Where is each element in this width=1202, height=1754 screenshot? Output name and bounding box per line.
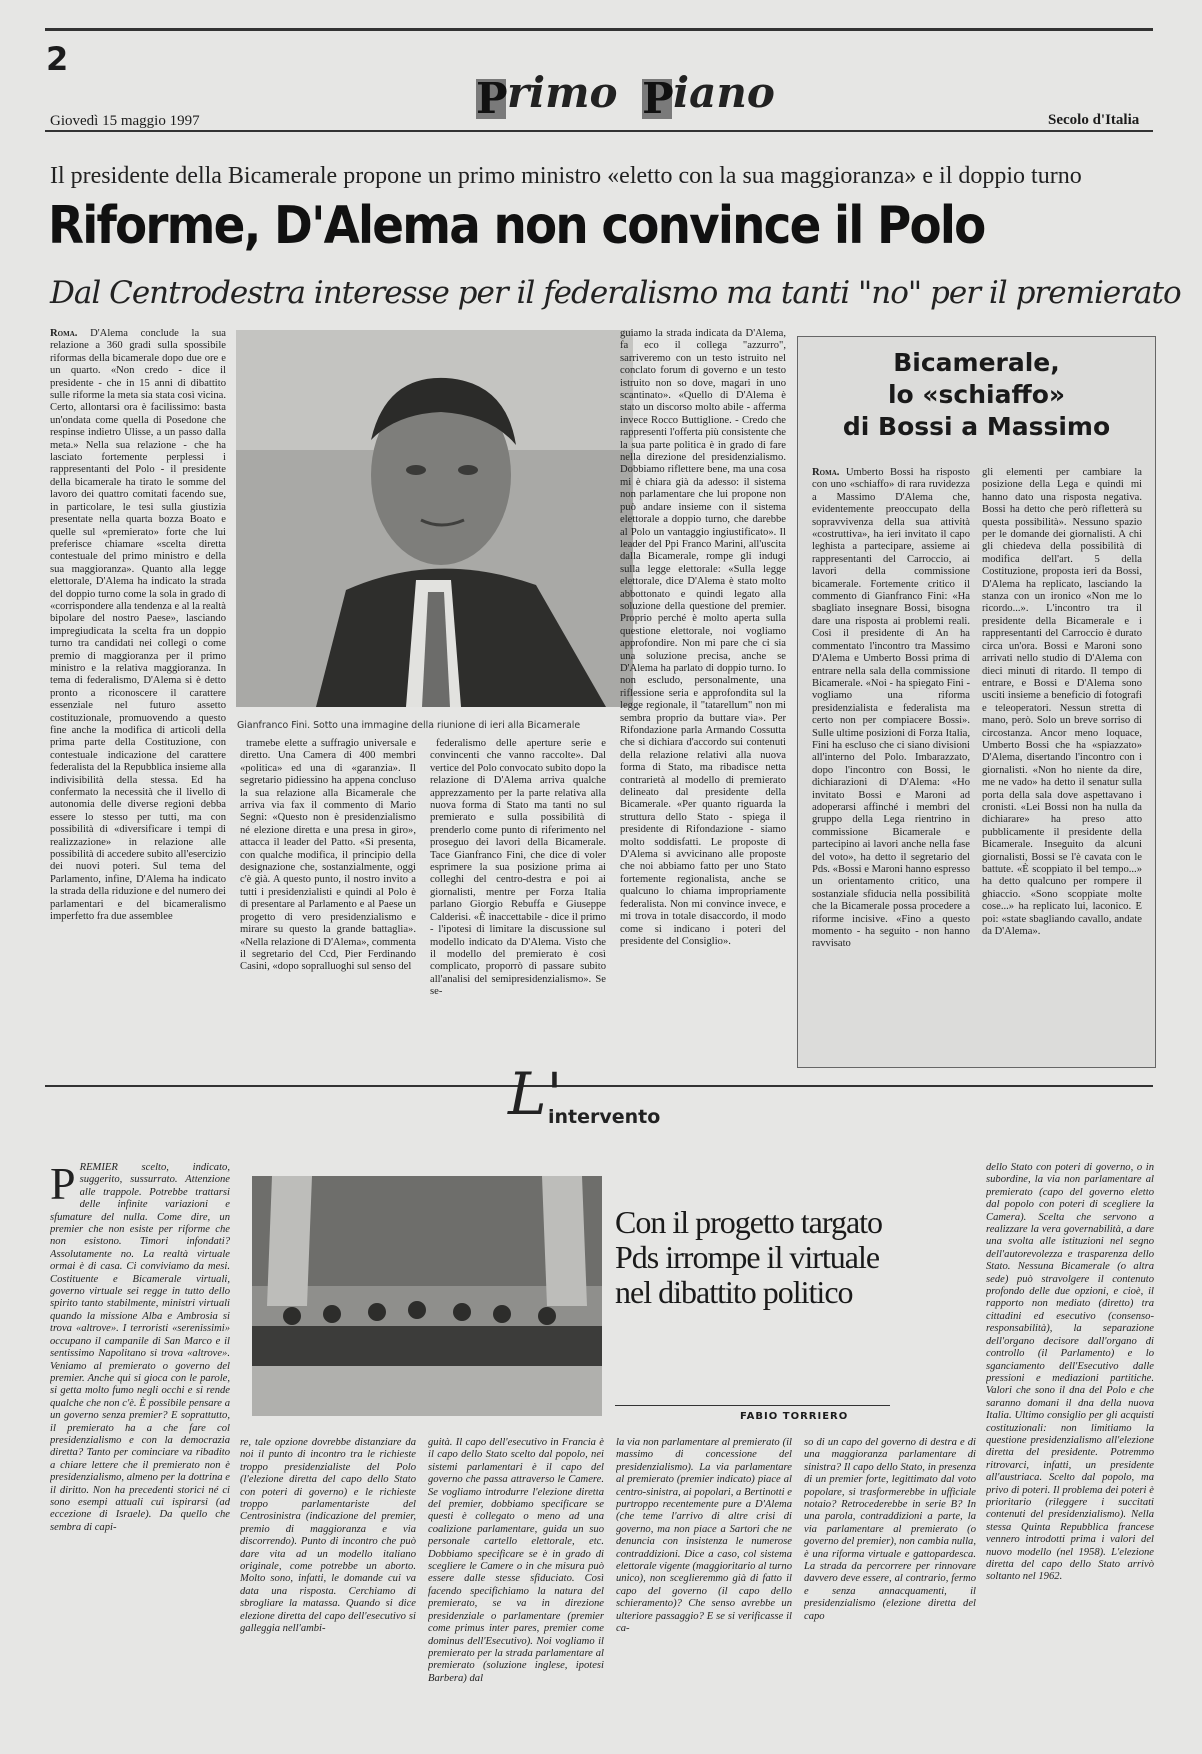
lead-word: REMIER [79,1162,118,1173]
intervento-column-2 [240,1437,416,1740]
meeting-illustration [252,1176,602,1416]
sidebar-title-line: Bicamerale, [893,348,1060,377]
fini-photo [236,330,633,707]
dateline: Roma. [812,467,840,478]
dateline: Roma. [50,328,78,339]
sidebar-box [797,336,1156,1068]
intervento-l-mark: L' [508,1060,563,1128]
intervento-text: re, tale opzione dovrebbe distanziare da noi il punto di incontro tra le richieste troppo presidenzialiste del Polo (l'elezione diretta del capo dello Stato con poteri di governo) e le richieste troppo parlamentariste del Centrosinistra (indicazione del premier, premio di maggioranza e via discorrendo). Punto di incontro che può dare vita ad un modello italiano originale, come potrebbe un aborto. Molto sono, infatti, le domande cui va data una risposta. Cerchiamo di sbrogliare la matassa. Quando si dice elezione diretta del capo dell'esecutivo si galleggia nell'ambi- [240,1437,416,1635]
intervento-column-6 [986,1162,1154,1740]
article-column-2 [240,738,416,1066]
sidebar-title [798,347,1155,443]
article-text: guiamo la strada indicata da D'Alema, fa eco il collega "azzurro", sarriveremo con un testo istruito nel conclato forum di governo e un testo istruito non so dove, magari in uno scantinato». «Quello di D'Alema è stato un discorso molto abile - afferma invece Rocco Buttiglione. - Credo che rappresenti l'offerta più consistente che la sua parte politica è in grado di fare nella direzione del presidenzialismo. Dobbiamo riflettere bene, ma una cosa mi è chiara già da adesso: il sistema non parlamentare che lui propone non può andare insieme con il sistema elettorale a doppio turno, che darebbe al Polo un vantaggio ingiustificato». Il leader del Ppi Franco Marini, all'uscita dalla Bicamerale, rompe gli indugi sulla legge elettorale: «Sulla legge elettorale, dice D'Alema è stato molto abbottonato e quindi legato alla soluzione della questione del premier. Proprio perché è molto aperta sulla questione elettorale, noi vogliamo approfondire. Non mi pare che ci sia una soluzione precisa, anche se D'Alema ha parlato di doppio turno. Io non escludo, personalmente, una riflessione seria e approfondita sul la legge regionale, il "tatarellum" non mi sembra proprio da buttare via». Per Rifondazione parla Armando Cossutta che si dichiara d'accordo sui contenuti della relazione relativi alla nuova forma di Stato, ma ribadisce netta contrarietà al modello di premierato delineato dal presidente della Bicamerale. «Per quanto riguarda la struttura dello Stato - spiega il presidente di Rifondazione - siamo molto soddisfatti. Le proposte di D'Alema si avvicinano alle proposte che noi abbiamo fatto per uno Stato fortemente regionalista, anche se qualcuno lo chiama impropriamente federalista. Non mi convince invece, e mi trova in totale disaccordo, il modo come si indicano i poteri del presidente del Consiglio». [620,328,786,947]
intervento-column-4 [616,1437,792,1740]
sidebar-column-1 [812,467,970,1057]
intervento-text: dello Stato con poteri di governo, o in subordine, la via non parlamentare al premierato (capo del governo eletto dal popolo con poteri di scegliere la Camera). Scelta che servono a realizzare la vera governabilità, a dare una svolta alle istituzioni nel segno dell'autorevolezza e trasparenza dello Stato. Nessuna Bicamerale (o altra sede) può stravolgere il contenuto profondo delle due opzioni, e cioè, il rapporto non mediato (diretto) tra cittadini ed esecutivo (consenso-responsabilità), la separazione dell'organo decisore dall'organo di controllo (il Parlamento) e lo sganciamento dell'Esecutivo dalle pressioni e mediazioni partitiche. Valori che sono il dna del Polo e che saranno domani il dna della nuova Italia. Ultimo consiglio per gli acquisti costituzionali: non limitiamo la questione presidenzialismo all'elezione diretta del presidente. Potremmo ritrovarci, infatti, un presidente all'austriaca. Scelto dal popolo, ma privo di poteri. Il problema dei poteri è prioritario (rileggere i succitati contenuti del presidenzialismo). Nella stessa Quinta Repubblica francese vennero introdotti prima i valori del nuovo modello (nel 1958). L'elezione diretta del capo dello Stato arrivò soltanto nel 1962. [986,1162,1154,1583]
intervento-text: guità. Il capo dell'esecutivo in Francia è il capo dello Stato scelto dal popolo, nei sistemi parlamentari è il capo del governo che passa attraverso le Camere. Se vogliamo introdurre l'elezione diretta del premier, dobbiamo specificare se questi è collegato o meno ad una coalizione parlamentare, guida un suo personale cartello elettorale, etc. Dobbiamo specificare se è in grado di scegliere le Camere o in che misura può essere dalle stesse sfiduciato. Così facendo specifichiamo la natura del premierato, se va in direzione presidenziale o parlamentare (premier come primus inter pares, premier come dominus dell'Esecutivo). Noi vogliamo il premierato per la strada parlamentare al premierato (soluzione inglese, ipotesi Barbera) dal [428,1437,604,1684]
intervento-column-1 [50,1162,230,1740]
intervento-label: intervento [548,1106,661,1128]
newspaper-name: Secolo d'Italia [1048,112,1140,128]
intervento-text: so di un capo del governo di destra e di una maggioranza parlamentare di sinistra? Il capo dello Stato, in presenza di un premier forte, legittimato dal voto popolare, si trasformerebbe in ufficiale notaio? Retrocederebbe in serie B? In una parola, contraddizioni a parte, la via parlamentare al premierato (o governo del premier), non cambia nulla, è una riforma virtuale e gattopardesca. La strada da percorrere per rinnovare davvero deve essere, al contrario, fermo e senza annacquamenti, il presidenzialismo (elezione diretta del capo [804,1437,976,1622]
masthead-word: rimo [507,68,618,117]
intervento-column-5 [804,1437,976,1740]
issue-date: Giovedì 15 maggio 1997 [50,113,200,129]
top-rule [45,28,1153,31]
masthead-initial: P [476,74,508,123]
article-column-1 [50,328,226,1066]
bicamerale-photo [252,1176,602,1416]
page-number: 2 [46,40,69,78]
article-deck: Dal Centrodestra interesse per il federalismo ma tanti "no" per il premierato [50,275,1181,311]
intervento-title: Con il progetto targato Pds irrompe il virtuale nel dibattito politico [615,1204,883,1310]
article-text: federalismo delle aperture serie e convincenti che vanno raccolte». Dal vertice del Polo convocato subito dopo la relazione di D'Alema arriva qualche apprezzamento per la parte relativa alla nuova forma di Stato ma tanti no sul premierato e sulla possibilità di prenderlo come punto di riferimento nel proseguo dei lavori della Bicamerale. Tace Gianfranco Fini, che dice di voler esprimere la sua posizione prima ai colleghi del centro-destra e poi ai giornalisti, mentre per Forza Italia parlano Giorgio Rebuffa e Giuseppe Calderisi. «È inaccettabile - dice il primo - l'ipotesi di limitare la discussione sul modello indicato da D'Alema. Visto che il modello del premierato è così complicato, proporrò di passare subito all'analisi del semipresidenzialismo». Se se- [430,738,606,998]
header-rule [45,130,1153,132]
article-text: D'Alema conclude la sua relazione a 360 gradi sulla spossibile riformas della bicamerale dopo due ore e un quarto. «Non credo - dice il presidente - che in 15 anni di dibattito sulle riforme la meta sia stata così vicina. Certo, allontarsi ora è facilissimo: basta un'ondata come quella di Posedone che respinse indietro Ulisse, a un passo dalla meta.» Nella sua relazione - che ha lasciato fortemente perplessi i rappresentanti del Polo - il presidente della bicamerale ha tirato le somme del lavoro dei quattro comitati facendo sue, in particolare, le tesi sulla giustizia presentate nella quarta bozza Boato e quelle sul «premierato» forte che lui preferisce chiamare «scelta diretta contestuale del primo ministro e della sua maggioranza». Quanto alla legge elettorale, D'Alema ha indicato la strada del doppio turno come la sola in grado di «corrispondere alla tendenza e al la realtà bipolare del nostro Paese», lasciando impregiudicata la scelta fra un doppio turno tra candidati nei collegi o come premio di maggioranza per il primo ministro e la relativa maggioranza. In tema di federalismo, D'Alema si è detto pronto a riconoscere il carattere essenziale nel futuro assetto costituzionale, promuovendo a questo fine anche la modifica di articoli della prima parte della Costituzione, con contestuale indicazione del carattere federalista del la Repubblica insieme alla indivisibilità della stessa. Ed ha confermato la necessità che il livello di autonomia delle diverse regioni debba essere lo stesso per tutti, ma con possibilità di «diversificare i tempi di realizzazione» in relazione alle possibilità di accedere subito all'esercizio dei nuovi poteri. Sul tema del Parlamento, infine, D'Alema ha indicato la strada della riduzione e del numero dei parlamentari e del bicameralismo imperfetto fra due assemblee [50,328,226,923]
intervento-text: scelto, indicato, suggerito, sussurrato. Attenzione alle trappole. Potrebbe trattarsi delle infinite variazioni e sfumature del nulla. Come dire, un premier che non esiste per riforme che non esistono. Timori infondati? Assolutamente no. La realtà virtuale ormai è di casa. Ci conviviamo da mesi. Costituente e Bicamerale virtuali, governo virtuale sei regge in tutto dello spirito tanto stabilmente, ministri virtuali quando la missione Alba e Ambrosia si trova «altrove». I terroristi «serenissimi» occupano il campanile di San Marco e il sentissimo Napolitano si trova «altrove». Veniamo al premierato o governo del premier. Anche qui si gioca con le parole, si getta molto fumo negli occhi e si rende qualche che non c'è. È possibile pensare a un governo senza premier? E soprattutto, il premierato ha a che fare col presidenzialismo e con la democrazia diretta? Tanto per cominciare va ribadito a chiare lettere che il premierato non è presidenzialismo, almeno per la dottrina e il diritto. Non ha precedenti storici né ci sono esempi attuali cui ispirarsi (ad eccezione di Israele). Da quello che sembra di capi- [50,1162,230,1533]
sidebar-text: gli elementi per cambiare la posizione della Lega e quindi mi hanno dato una risposta negativa. Bossi ha detto che però rifletterà su questa possibilità». Nessuno spazio per le domande dei giornalisti. A chi gli chiedeva della possibilità di modifica dell'art. 5 della Costituzione, proposta ieri da Bossi, D'Alema ha replicato, lasciando la stanza con un ironico «Non me lo ricordo...». L'incontro tra il presidente della Bicamerale e i rappresentanti del Carroccio è durato circa un'ora. Bossi e Maroni sono arrivati nello studio di D'Alema con dieci minuti di ritardo. Il tempo di entrare, e Bossi e D'Alema sono usciti insieme a beneficio di fotografi e teleoperatori. Nessun stretta di mano, però. Solo un breve sorriso di circostanza. Ancor meno loquace, Umberto Bossi che ha «spiazzato» D'Alema, disertando l'incontro con i giornalisti. «Non ho niente da dire, me ne vado» ha detto il senatur sulla porta della sala dove aspettavano i cronisti. «Lei Bossi non ha nulla da dichiarare» ha preso atto pubblicamente il presidente della Bicamerale. Inseguito da alcuni giornalisti, Bossi se l'è cavata con le battute. «È scoppiato il bel tempo...» ha detto qualcuno per rompere il ghiaccio. «Sono scoppiate molte cose...» ha replicato lui, laconico. E poi: «state sbagliando cavallo, andate da D'Alema». [982,467,1142,938]
author-rule [615,1405,890,1406]
portrait-illustration [236,330,633,707]
masthead-word: iano [673,68,775,117]
sidebar-text: Umberto Bossi ha risposto con uno «schiaffo» di rara ruvidezza a Massimo D'Alema che, evidentemente preoccupato della sopravvivenza della sua attività «costruttiva», ha ieri invitato il capo leghista a partecipare, assieme ai rappresentanti del Carroccio, ai lavori della commissione bicamerale. Fortemente critico il commento di Gianfranco Fini: «Ha sbagliato insegnare Bossi, bisogna dare una risposta ai problemi reali. Così il presidente di An ha commentato l'incontro tra Massimo D'Alema e Umberto Bossi prima di entrare nella sala della commissione Bicamerale. «Noi - ha spiegato Fini - vogliamo una riforma presidenzialista e federalista ma certo non per compiacere Bossi». Sulle ultime posizioni di Forza Italia, Fini ha escluso che ci siano divisioni all'interno del Polo. Imbarazzato, dopo l'incontro con Bossi, le dichiarazioni di D'Alema: «Ho invitato Bossi e Maroni ad adoperarsi affinché i membri del gruppo della Lega rientrino in commissione Bicamerale e partecipino ai lavori anche nella fase del voto», ha detto il segretario del Pds. «Bossi e Maroni hanno espresso un orientamento critico, una sostanziale sfiducia nella possibilità che la Bicamerale possa procedere a riforme incisive. «Fino a questo momento - ha seguito - non hanno ravvisato [812,467,970,950]
intervento-text: la via non parlamentare al premierato (il massimo di concessione del presidenzialismo). La via parlamentare al premierato (premier indicato) piace al centro-sinistra, ai popolari, a Bertinotti e purtroppo recentemente pure a D'Alema (che teme l'arrivo di altre crisi di governo, ma non piace a Sartori che ne denuncia con insistenza le numerose contraddizioni. Dice a caso, col sistema elettorale vigente (maggioritario al turno unico), non sceglieremmo già di fatto il capo del governo (il capo dello schieramento)? Che senso avrebbe un ulteriore passaggio? E se si verificasse il ca- [616,1437,792,1635]
article-headline: Riforme, D'Alema non convince il Polo [48,196,985,256]
photo-caption: Gianfranco Fini. Sotto una immagine della riunione di ieri alla Bicamerale [237,720,581,731]
sidebar-column-2 [982,467,1142,1057]
article-text: tramebe elette a suffragio universale e diretto. Una Camera di 400 membri «politica» ed una di «garanzia». Il segretario pidiessino ha appena concluso la sua relazione alla Bicamerale che arriva via fax il commento di Mario Segni: «Questo non è presidenzialismo né elezione diretta e una presa in giro», attacca il leader del Patto. «Si presenta, con qualche modifica, il principio della designazione che, sostanzialmente, oggi c'è già. A questo punto, il nostro invito a tutti i presidenzialisti e quindi al Polo è di presentare al Parlamento e al Paese un progetto di vero presidenzialismo e mirare su questo la grande battaglia». «Nella relazione di D'Alema», commenta il segretario del Ccd, Pier Ferdinando Casini, «dopo sopralluoghi sul senso del [240,738,416,973]
article-column-4 [620,328,786,1066]
sidebar-title-line: di Bossi a Massimo [842,412,1111,441]
section-masthead [476,68,775,123]
article-kicker: Il presidente della Bicamerale propone un primo ministro «eletto con la sua maggioranza» e il doppio turno [50,163,1082,189]
intervento-column-3 [428,1437,604,1740]
author-name: FABIO TORRIERO [740,1411,849,1422]
sidebar-title-line: lo «schiaffo» [887,380,1066,409]
section-rule [45,1085,1153,1087]
masthead-initial: P [642,74,674,123]
drop-cap: P [50,1162,76,1209]
article-column-3 [430,738,606,1066]
